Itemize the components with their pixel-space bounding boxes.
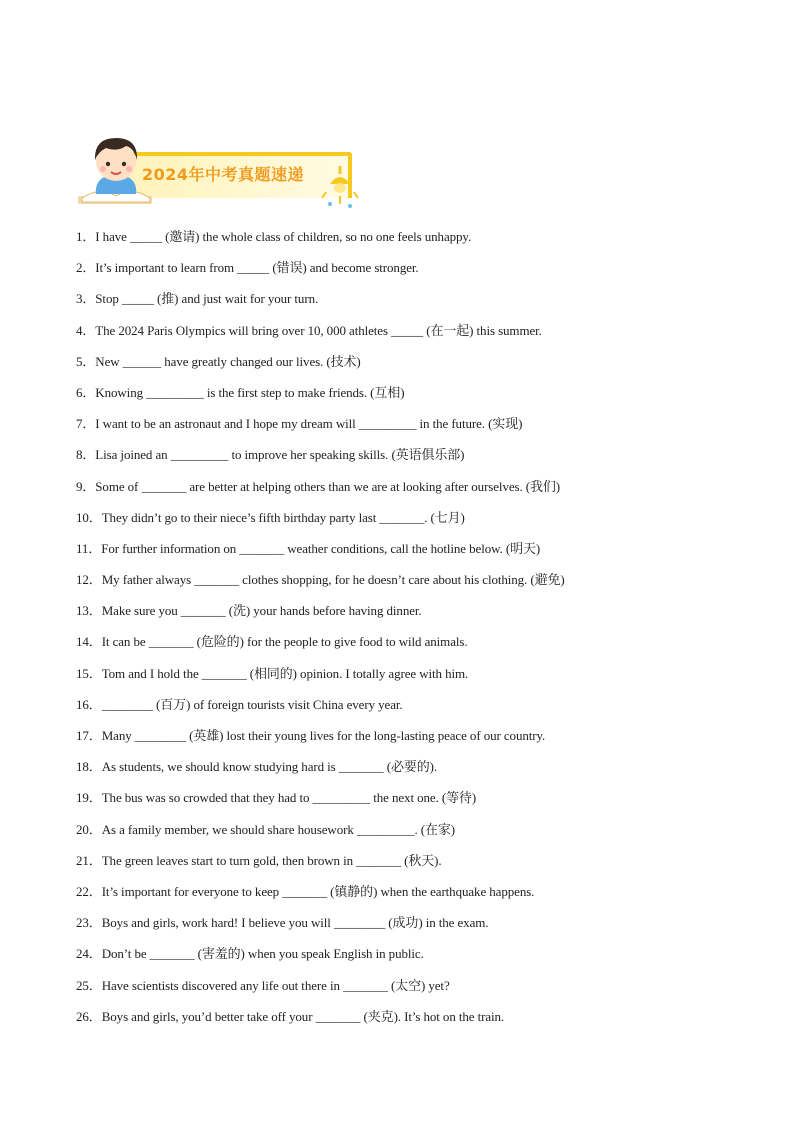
banner-title: 2024年中考真题速递 [142,165,305,184]
student-reading-icon [76,128,156,210]
question-item: 1．I have _____ (邀请) the whole class of children, so no one feels unhappy. [76,229,472,244]
question-item: 25．Have scientists discovered any life out there in _______ (太空) yet? [76,977,450,993]
question-item: 13．Make sure you _______ (洗) your hands before having dinner. [76,603,422,619]
question-item: 20．As a family member, we should share housework _________. (在家) [76,821,456,837]
question-item: 24．Don’t be _______ (害羞的) when you speak English in public. [76,946,424,962]
question-item: 8．Lisa joined an _________ to improve her speaking skills. (英语俱乐部) [76,447,465,463]
section-banner [76,128,366,214]
question-item: 10．They didn’t go to their niece’s fifth birthday party last _______. (七月) [76,509,465,525]
question-item: 22．It’s important for everyone to keep _______ (镇静的) when the earthquake happens. [76,883,535,899]
question-item: 3．Stop _____ (推) and just wait for your turn. [76,291,319,307]
lightbulb-icon [320,166,360,212]
question-item: 6．Knowing _________ is the first step to make friends. (互相) [76,384,405,400]
question-item: 18．As students, we should know studying hard is _______ (必要的). [76,759,438,775]
question-item: 26．Boys and girls, you’d better take off your _______ (夹克). It’s hot on the train. [76,1008,505,1024]
question-item: 19．The bus was so crowded that they had to _________ the next one. (等待) [76,790,477,806]
question-item: 17．Many ________ (英雄) lost their young lives for the long-lasting peace of our country. [76,728,546,743]
question-item: 11．For further information on _______ weather conditions, call the hotline below. (明天) [76,540,541,556]
question-item: 16．________ (百万) of foreign tourists visit China every year. [76,696,403,712]
question-item: 9．Some of _______ are better at helping others than we are at looking after ourselves. (我们) [76,478,561,494]
question-item: 15．Tom and I hold the _______ (相同的) opinion. I totally agree with him. [76,665,469,681]
question-item: 2．It’s important to learn from _____ (错误) and become stronger. [76,260,419,276]
question-item: 4．The 2024 Paris Olympics will bring over 10, 000 athletes _____ (在一起) this summer. [76,322,542,338]
question-item: 21．The green leaves start to turn gold, then brown in _______ (秋天). [76,852,442,868]
question-item: 12．My father always _______ clothes shopping, for he doesn’t care about his clothing. (避免) [76,572,565,588]
question-item: 5．New ______ have greatly changed our lives. (技术) [76,353,361,369]
question-item: 23．Boys and girls, work hard! I believe you will ________ (成功) in the exam. [76,915,489,931]
question-item: 14．It can be _______ (危险的) for the people to give food to wild animals. [76,634,468,650]
question-list [76,226,776,1037]
question-item: 7．I want to be an astronaut and I hope my dream will _________ in the future. (实现) [76,416,523,432]
